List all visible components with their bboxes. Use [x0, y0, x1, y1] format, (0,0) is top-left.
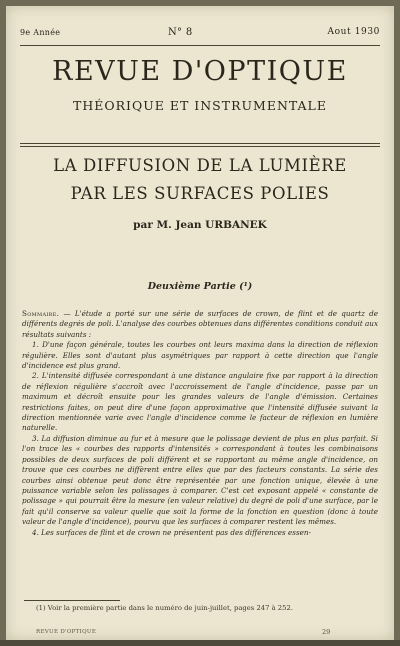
article-part-heading: Deuxième Partie (¹)	[147, 281, 253, 292]
summary-point-3: 3. La diffusion diminue au fur et à mesure que le polissage devient de plus en plus parfait. Si l'on trace les « courbes des rapports d'intensités » correspondant à toutes les combinaisons possibles de deux surfaces de poli différent et se rapportant au même angle d'incidence, on trouve que ces courbes ne diffèrent entre elles que par des facteurs constants. La série des courbes ainsi obtenue peut donc être représentée par une fonction unique, élevée à une puissance variable selon les polissages à comparer. C'est cet exposant appelé « constante de polissage » qui pourrait être la mesure (en valeur relative) du degré de poli d'une surface, par le fait qu'il conserve sa valeur quelle que soit la forme de la fonction en question (donc à toute valeur de l'angle d'incidence), pourvu que les surfaces à comparer restent les mêmes.	[22, 433, 378, 527]
journal-subtitle: THÉORIQUE ET INSTRUMENTALE	[73, 98, 327, 113]
page-number: 29	[322, 628, 331, 636]
issue-date: Aout 1930	[327, 27, 380, 37]
issue-number: N° 8	[168, 27, 193, 38]
journal-page	[6, 6, 394, 640]
masthead-divider-bottom	[20, 146, 380, 147]
header-divider	[20, 45, 380, 46]
footer-journal-name: REVUE D'OPTIQUE	[36, 629, 97, 635]
summary-point-2: 2. L'intensité diffusée correspondant à une distance angulaire fixe par rapport à la direction de réflexion régulière s'accroît avec l'accroissement de l'angle d'incidence, passe par un maximum et décroît ensuite pour les grandes valeurs de l'angle d'émission. Certaines restrictions faites, on peut dire d'une façon approximative que l'intensité diffusée suivant la direction mentionnée varie avec l'angle d'incidence comme le facteur de réflexion en lumière naturelle.	[22, 371, 378, 433]
article-summary	[22, 309, 378, 538]
summary-lead: Sommaire.	[22, 309, 60, 318]
article-title-line-1: LA DIFFUSION DE LA LUMIÈRE	[53, 156, 347, 175]
footnote: (1) Voir la première partie dans le numéro de juin-juillet, pages 247 à 252.	[36, 604, 293, 612]
scan-bottom-edge	[0, 640, 400, 646]
summary-point-4: 4. Les surfaces de flint et de crown ne présentent pas des différences essen-	[32, 527, 311, 537]
summary-intro	[22, 309, 378, 340]
article-byline: par M. Jean URBANEK	[133, 219, 267, 231]
volume-year: 9e Année	[20, 28, 61, 37]
page-header	[20, 28, 380, 40]
journal-title: REVUE D'OPTIQUE	[52, 56, 348, 87]
article-title-line-2: PAR LES SURFACES POLIES	[70, 184, 330, 203]
masthead-divider-top	[20, 143, 380, 144]
summary-intro-text: — L'étude a porté sur une série de surfaces de crown, de flint et de quartz de différents degrés de poli. L'analyse des courbes obtenues dans différentes conditions conduit aux résultats suivants :	[22, 309, 378, 339]
footnote-divider	[24, 600, 120, 601]
summary-point-1: 1. D'une façon générale, toutes les courbes ont leurs maxima dans la direction de réflexion régulière. Elles sont d'autant plus asymétriques par rapport à cette direction que l'angle d'incidence est plus grand.	[22, 340, 378, 371]
